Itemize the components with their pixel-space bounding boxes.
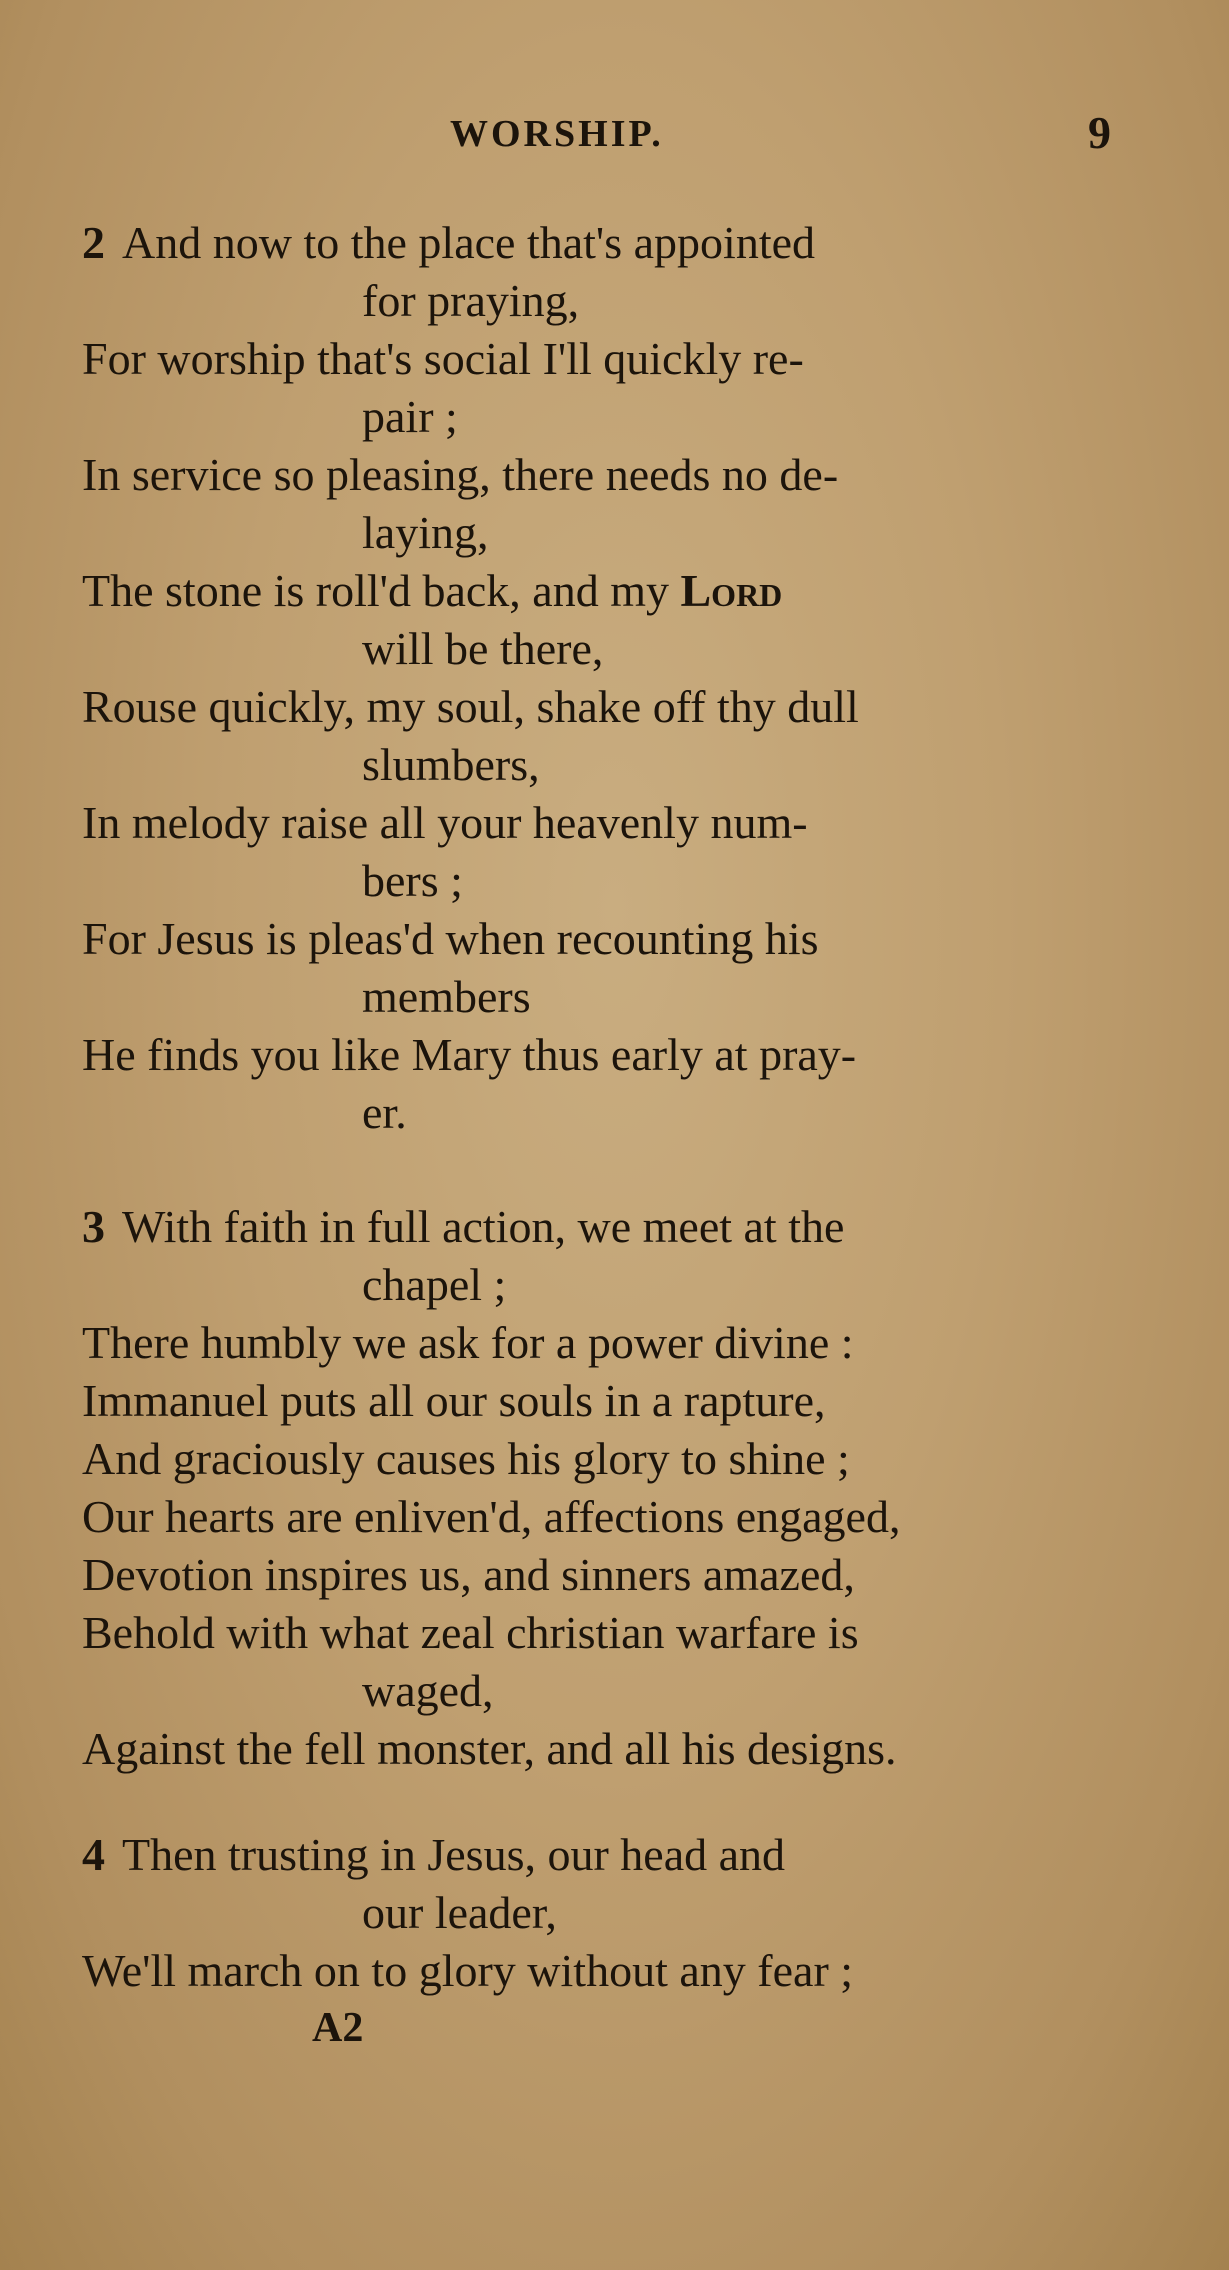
verse-line: In service so pleasing, there needs no de-	[82, 449, 839, 500]
verse-line: chapel ;	[362, 1259, 507, 1310]
verse-line: will be there,	[362, 623, 604, 674]
stanza-number: 4	[82, 1829, 105, 1880]
verse-line: 3 With faith in full action, we meet at the	[82, 1198, 1132, 1256]
page-number: 9	[1088, 107, 1111, 158]
verse-line: For Jesus is pleas'd when recounting his	[82, 913, 819, 964]
verse-line: waged,	[362, 1665, 494, 1716]
verse-line: er.	[362, 1087, 407, 1138]
verse-line: In melody raise all your heavenly num-	[82, 797, 808, 848]
stanza-2	[82, 214, 1132, 1142]
stanza-number: 3	[82, 1201, 105, 1252]
verse-line: For worship that's social I'll quickly re-	[82, 333, 804, 384]
verse-line: 2 And now to the place that's appointed	[82, 214, 1132, 272]
lord-smallcaps: Lord	[680, 565, 783, 616]
verse-line: Devotion inspires us, and sinners amazed,	[82, 1549, 855, 1600]
stanza-3	[82, 1198, 1132, 1778]
verse-line: members	[362, 971, 531, 1022]
verse-line: Against the fell monster, and all his designs.	[82, 1723, 897, 1774]
verse-line: Behold with what zeal christian warfare is	[82, 1607, 859, 1658]
verse-line: bers ;	[362, 855, 463, 906]
verse-line: Rouse quickly, my soul, shake off thy dull	[82, 681, 859, 732]
verse-line: pair ;	[362, 391, 458, 442]
signature-mark: A2	[312, 2005, 364, 2051]
verse-line: The stone is roll'd back, and my Lord	[82, 565, 783, 616]
verse-line: slumbers,	[362, 739, 540, 790]
verse-line: laying,	[362, 507, 489, 558]
running-title: WORSHIP.	[450, 113, 664, 155]
stanza-4	[82, 1826, 1132, 2000]
verse-line: We'll march on to glory without any fear ;	[82, 1945, 854, 1996]
verse-line: for praying,	[362, 275, 580, 326]
verse-line: Immanuel puts all our souls in a rapture,	[82, 1375, 826, 1426]
verse-line: 4 Then trusting in Jesus, our head and	[82, 1826, 1132, 1884]
verse-line: And graciously causes his glory to shine ;	[82, 1433, 850, 1484]
verse-line: There humbly we ask for a power divine :	[82, 1317, 854, 1368]
page-header	[0, 107, 1229, 162]
stanza-number: 2	[82, 217, 105, 268]
verse-line: He finds you like Mary thus early at pray-	[82, 1029, 857, 1080]
verse-line: Our hearts are enliven'd, affections engaged,	[82, 1491, 901, 1542]
verse-line: our leader,	[362, 1887, 557, 1938]
